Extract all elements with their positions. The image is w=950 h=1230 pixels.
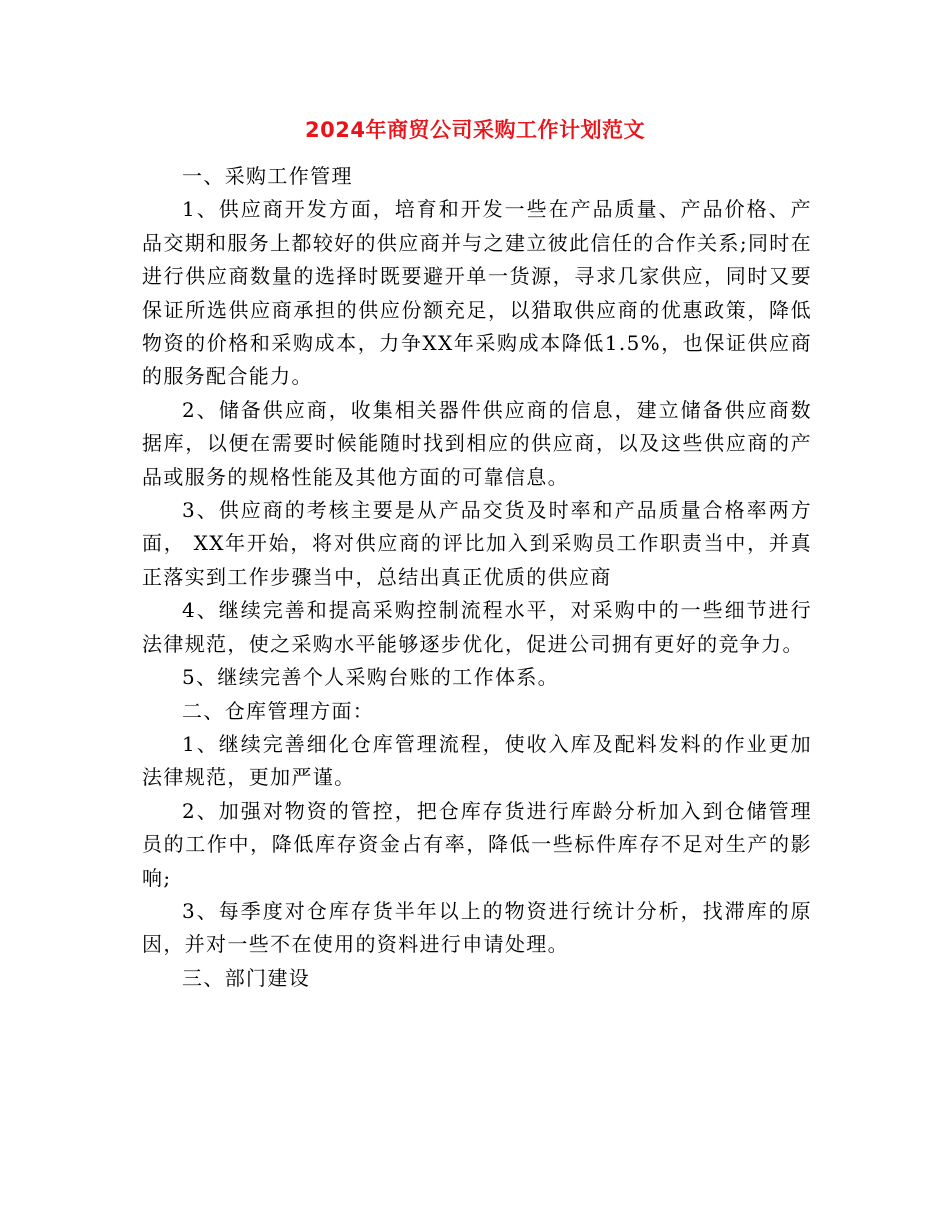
section-heading-procurement: 一、采购工作管理 (182, 164, 353, 188)
paragraph-reserve-suppliers: 2、储备供应商，收集相关器件供应商的信息，建立储备供应商数据库，以便在需要时候能随时找到相应的供应商，以及这些供应商的产品或服务的规格性能及其他方面的可靠信息。 (142, 397, 812, 489)
paragraph-material-control: 2、加强对物资的管控，把仓库存货进行库龄分析加入到仓储管理员的工作中，降低库存资金占有率，降低一些标件库存不足对生产的影响; (142, 798, 812, 890)
paragraph-warehouse-process: 1、继续完善细化仓库管理流程，使收入库及配料发料的作业更加法律规范，更加严谨。 (142, 731, 812, 790)
document-body (142, 160, 812, 995)
paragraph-quarterly-analysis: 3、每季度对仓库存货半年以上的物资进行统计分析，找滞库的原因，并对一些不在使用的资料进行申请处理。 (142, 898, 812, 957)
section-heading-department: 三、部门建设 (182, 965, 311, 990)
paragraph-purchase-ledger: 5、继续完善个人采购台账的工作体系。 (182, 665, 560, 690)
paragraph-process-improvement: 4、继续完善和提高采购控制流程水平，对采购中的一些细节进行法律规范，使之采购水平能够逐步优化，促进公司拥有更好的竞争力。 (142, 598, 812, 656)
paragraph-supplier-development: 1、供应商开发方面，培育和开发一些在产品质量、产品价格、产品交期和服务上都较好的供应商并与之建立彼此信任的合作关系;同时在进行供应商数量的选择时既要避开单一货源，寻求几家供应，同时又要保证所选供应商承担的供应份额充足，以猎取供应商的优惠政策，降低物资的价格和采购成本，力争XX年采购成本降低1.5%，也保证供应商的服务配合能力。 (142, 197, 812, 389)
section-heading-warehouse: 二、仓库管理方面： (182, 698, 375, 723)
paragraph-supplier-assessment: 3、供应商的考核主要是从产品交货及时率和产品质量合格率两方面， XX年开始，将对供应商的评比加入到采购员工作职责当中，并真正落实到工作步骤当中，总结出真正优质的供应商 (142, 498, 812, 589)
document-title: 2024年商贸公司采购工作计划范文 (305, 118, 645, 142)
